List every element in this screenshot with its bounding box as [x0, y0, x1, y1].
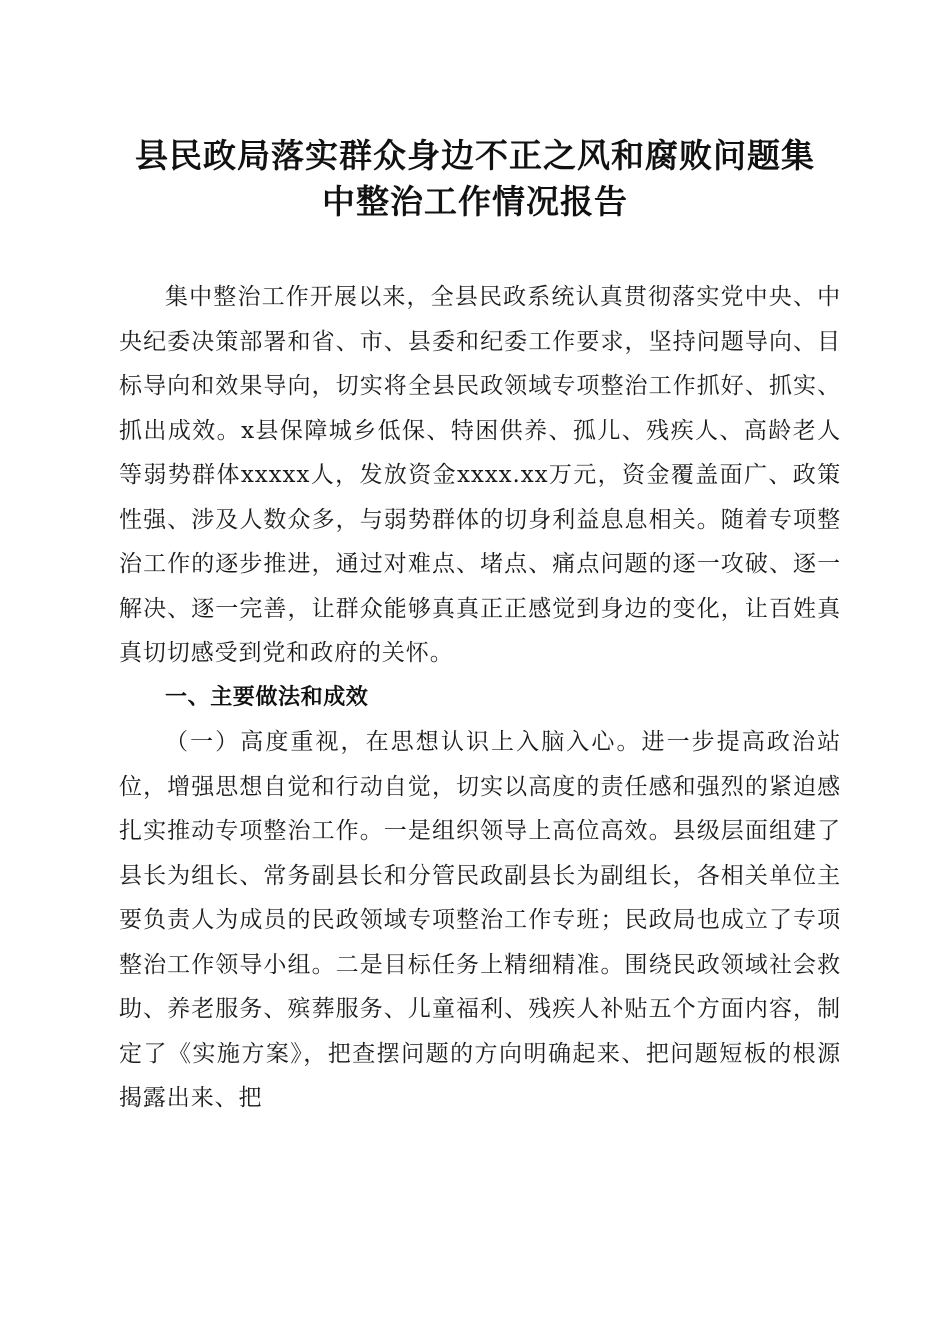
title-line-1: 县民政局落实群众身边不正之风和腐败问题集 [135, 136, 815, 175]
title-line-2: 中整治工作情况报告 [322, 182, 628, 221]
intro-paragraph: 集中整治工作开展以来，全县民政系统认真贯彻落实党中央、中央纪委决策部署和省、市、县委和纪委工作要求，坚持问题导向、目标导向和效果导向，切实将全县民政领域专项整治工作抓好、抓实、抓出成效。x县保障城乡低保、特困供养、孤儿、残疾人、高龄老人等弱势群体xxxxx人，发放资金xxxx.xx万元，资金覆盖面广、政策性强、涉及人数众多，与弱势群体的切身利益息息相关。随着专项整治工作的逐步推进，通过对难点、堵点、痛点问题的逐一攻破、逐一解决、逐一完善，让群众能够真真正正感觉到身边的变化，让百姓真真切切感受到党和政府的关怀。 [119, 284, 841, 666]
document-title [100, 133, 850, 225]
document-body [119, 275, 841, 1121]
section-heading: 一、主要做法和成效 [165, 684, 369, 710]
section-paragraph: （一）高度重视，在思想认识上入脑入心。进一步提高政治站位，增强思想自觉和行动自觉，切实以高度的责任感和强烈的紧迫感扎实推动专项整治工作。一是组织领导上高位高效。县级层面组建了县长为组长、常务副县长和分管民政副县长为副组长，各相关单位主要负责人为成员的民政领域专项整治工作专班；民政局也成立了专项整治工作领导小组。二是目标任务上精细精准。围绕民政领域社会救助、养老服务、殡葬服务、儿童福利、残疾人补贴五个方面内容，制定了《实施方案》，把查摆问题的方向明确起来、把问题短板的根源揭露出来、把 [119, 729, 841, 1111]
